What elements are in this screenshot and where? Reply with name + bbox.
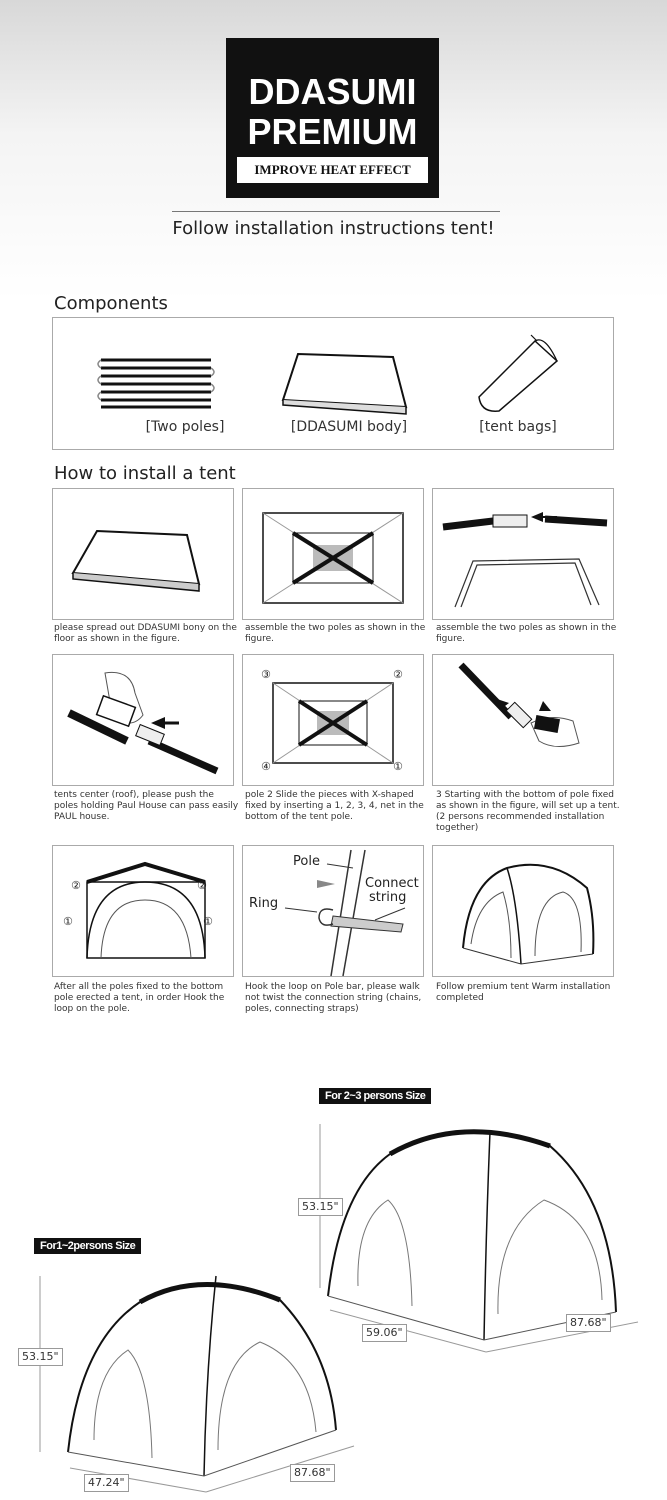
step2-illustration bbox=[259, 509, 409, 609]
large-width-dim: 59.06" bbox=[362, 1324, 407, 1342]
step1-caption: please spread out DDASUMI bony on the floor as shown in the figure. bbox=[54, 623, 237, 644]
brand-logo bbox=[226, 38, 439, 198]
large-height-dim: 53.15" bbox=[298, 1198, 343, 1216]
step7-marker-1-right: ① bbox=[203, 915, 213, 928]
step2-caption: assemble the two poles as shown in the figure. bbox=[245, 623, 426, 644]
step5-caption: pole 2 Slide the pieces with X-shaped fixed by inserting a 1, 2, 3, 4, net in the bottom of the tent pole. bbox=[245, 790, 424, 822]
step8-ring-label: Ring bbox=[249, 896, 279, 911]
step4-panel bbox=[52, 654, 234, 786]
small-depth-dim: 87.68" bbox=[290, 1464, 335, 1482]
step8-caption: Hook the loop on Pole bar, please walk not twist the connection string (chains, poles, connecting straps) bbox=[245, 982, 422, 1014]
poles-label: [Two poles] bbox=[145, 419, 225, 435]
step5-marker-3: ③ bbox=[261, 668, 271, 681]
step1-panel bbox=[52, 488, 234, 620]
step7-marker-1-left: ① bbox=[63, 915, 73, 928]
bag-label: [tent bags] bbox=[479, 419, 557, 435]
step7-panel bbox=[52, 845, 234, 977]
step5-marker-4: ④ bbox=[261, 760, 271, 773]
header-divider bbox=[172, 211, 500, 212]
step5-illustration bbox=[263, 675, 403, 771]
large-depth-dim: 87.68" bbox=[566, 1314, 611, 1332]
step8-pole-label: Pole bbox=[293, 854, 320, 869]
step9-illustration bbox=[447, 858, 603, 970]
step8-connect-label: Connect bbox=[365, 876, 419, 891]
poles-illustration bbox=[93, 356, 213, 411]
step6-panel bbox=[432, 654, 614, 786]
step6-caption: 3 Starting with the bottom of pole fixed as shown in the figure, will set up a tent. (2 persons recommended installation together) bbox=[436, 790, 620, 833]
small-size-badge: For1~2persons Size bbox=[34, 1238, 141, 1254]
step5-marker-2: ② bbox=[393, 668, 403, 681]
step5-marker-1: ① bbox=[393, 760, 403, 773]
step8-string-label: string bbox=[369, 890, 407, 905]
step8-illustration bbox=[243, 846, 425, 978]
step8-panel bbox=[242, 845, 424, 977]
step1-illustration bbox=[69, 529, 219, 594]
step7-illustration bbox=[65, 860, 225, 966]
brand-line2: PREMIUM bbox=[247, 111, 418, 152]
step9-caption: Follow premium tent Warm installation completed bbox=[436, 982, 611, 1003]
step9-panel bbox=[432, 845, 614, 977]
body-label: [DDASUMI body] bbox=[290, 419, 408, 435]
step7-caption: After all the poles fixed to the bottom pole erected a tent, in order Hook the loop on the pole. bbox=[54, 982, 225, 1014]
step3-caption: assemble the two poles as shown in the figure. bbox=[436, 623, 617, 644]
step4-illustration bbox=[61, 665, 227, 781]
brand-tagline: IMPROVE HEAT EFFECT bbox=[237, 157, 428, 183]
install-title: How to install a tent bbox=[54, 463, 236, 484]
step2-panel bbox=[242, 488, 424, 620]
brand-line1: DDASUMI bbox=[248, 71, 417, 112]
step6-illustration bbox=[453, 661, 603, 777]
tent-bag-illustration bbox=[473, 333, 563, 413]
step7-marker-2-right: ② bbox=[197, 879, 207, 892]
step7-marker-2-left: ② bbox=[71, 879, 81, 892]
large-size-badge: For 2~3 persons Size bbox=[319, 1088, 431, 1104]
small-height-dim: 53.15" bbox=[18, 1348, 63, 1366]
step3-illustration bbox=[439, 505, 611, 615]
small-width-dim: 47.24" bbox=[84, 1474, 129, 1492]
components-title: Components bbox=[54, 293, 168, 314]
small-tent-illustration bbox=[20, 1262, 380, 1498]
step4-caption: tents center (roof), please push the poles holding Paul House can pass easily PAUL house. bbox=[54, 790, 239, 822]
step5-panel bbox=[242, 654, 424, 786]
components-panel bbox=[52, 317, 614, 450]
page-subtitle: Follow installation instructions tent! bbox=[172, 218, 495, 239]
tent-body-illustration bbox=[278, 352, 408, 414]
step3-panel bbox=[432, 488, 614, 620]
